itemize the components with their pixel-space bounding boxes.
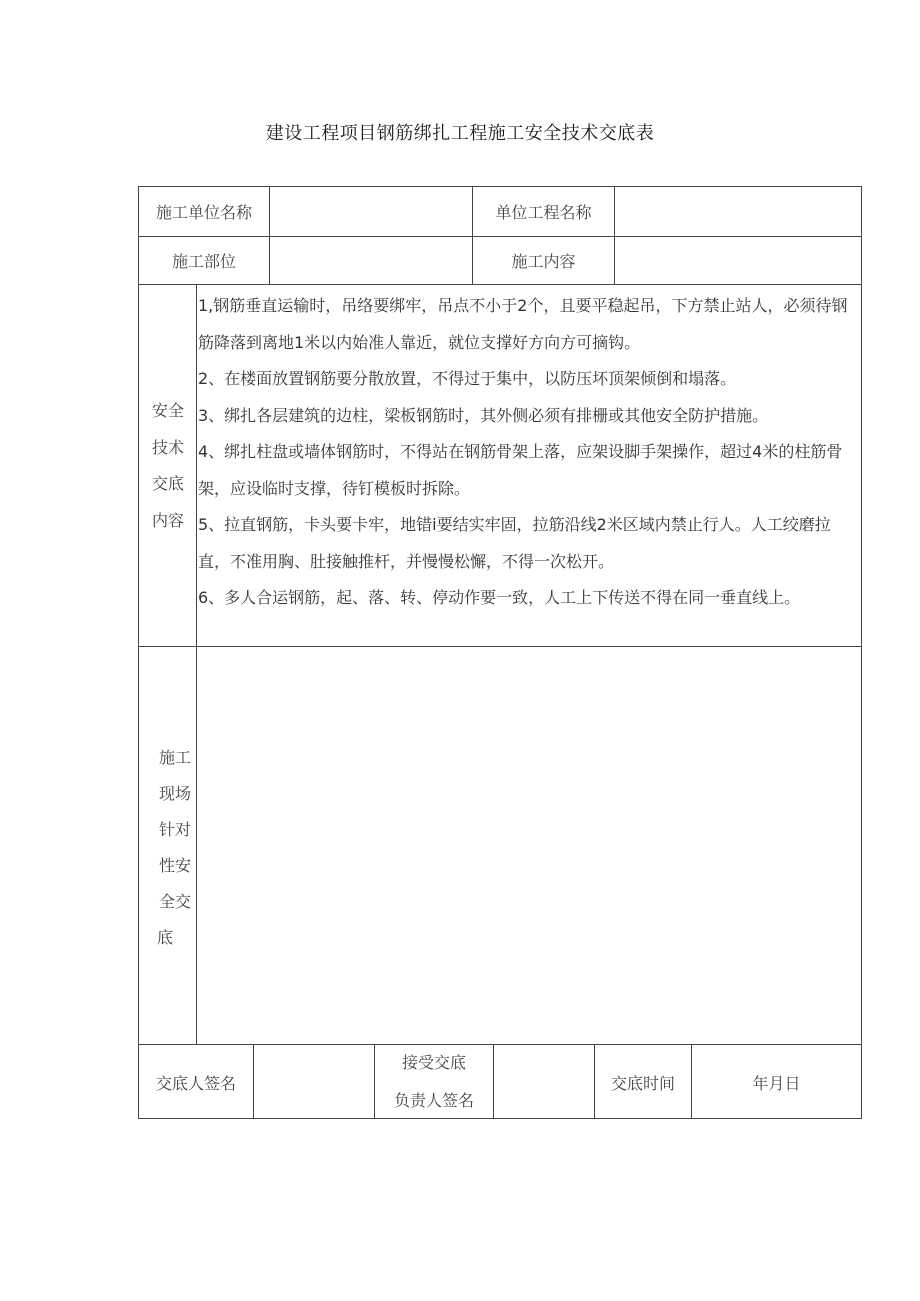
site-safety-field[interactable] xyxy=(197,647,861,1044)
construction-content-label: 施工内容 xyxy=(511,252,576,271)
safety-item: 2、在楼面放置钢筋要分散放置，不得过于集中，以防压坏顶架倾倒和塌落。 xyxy=(198,369,737,388)
disclosure-time-field[interactable]: 年月日 xyxy=(752,1073,801,1093)
disclosure-time-label: 交底时间 xyxy=(610,1073,675,1093)
construction-content-field[interactable] xyxy=(615,237,861,284)
safety-content-label: 安全 技术 交底 内容 xyxy=(151,401,184,530)
page-title: 建设工程项目钢筋绑扎工程施工安全技术交底表 xyxy=(265,123,655,144)
receiver-signature-field[interactable] xyxy=(494,1045,594,1119)
discloser-signature-label: 交底人签名 xyxy=(155,1073,236,1093)
safety-item: 1,钢筋垂直运输时，吊络要绑牢，吊点不小于2个，且要平稳起吊，下方禁止站人，必须待钢筋降落到离地1米以内始准人靠近，就位支撑好方向方可摘钩。 xyxy=(198,296,848,352)
safety-item: 3、绑扎各层建筑的边柱，梁板钢筋时，其外侧必须有排栅或其他安全防护措施。 xyxy=(198,405,769,425)
unit-name-label: 施工单位名称 xyxy=(155,203,252,222)
location-field[interactable] xyxy=(270,237,472,284)
safety-content-text xyxy=(198,288,858,617)
discloser-signature-field[interactable] xyxy=(254,1045,374,1119)
location-label: 施工部位 xyxy=(171,252,236,271)
receiver-signature-label: 接受交底 负责人签名 xyxy=(393,1053,474,1110)
project-name-field[interactable] xyxy=(615,187,861,236)
table-divider xyxy=(138,284,862,285)
site-safety-label: 施工 现场 针对 性安 全交 底 xyxy=(157,748,191,947)
safety-item: 6、多人合运钢筋，起、落、转、停动作要一致，人工上下传送不得在同一垂直线上。 xyxy=(198,588,801,607)
unit-name-field[interactable] xyxy=(270,187,472,236)
safety-item: 5、拉直钢筋，卡头要卡牢，地错i要结实牢固，拉筋沿线2米区域内禁止行人。人工绞磨拉直，不准用胸、肚接触推杆，并慢慢松懈，不得一次松开。 xyxy=(198,515,831,571)
safety-item: 4、绑扎柱盘或墙体钢筋时，不得站在钢筋骨架上落，应架设脚手架操作，超过4米的柱筋骨架，应设临时支撑，待钉模板时拆除。 xyxy=(198,442,843,498)
project-name-label: 单位工程名称 xyxy=(495,203,592,222)
